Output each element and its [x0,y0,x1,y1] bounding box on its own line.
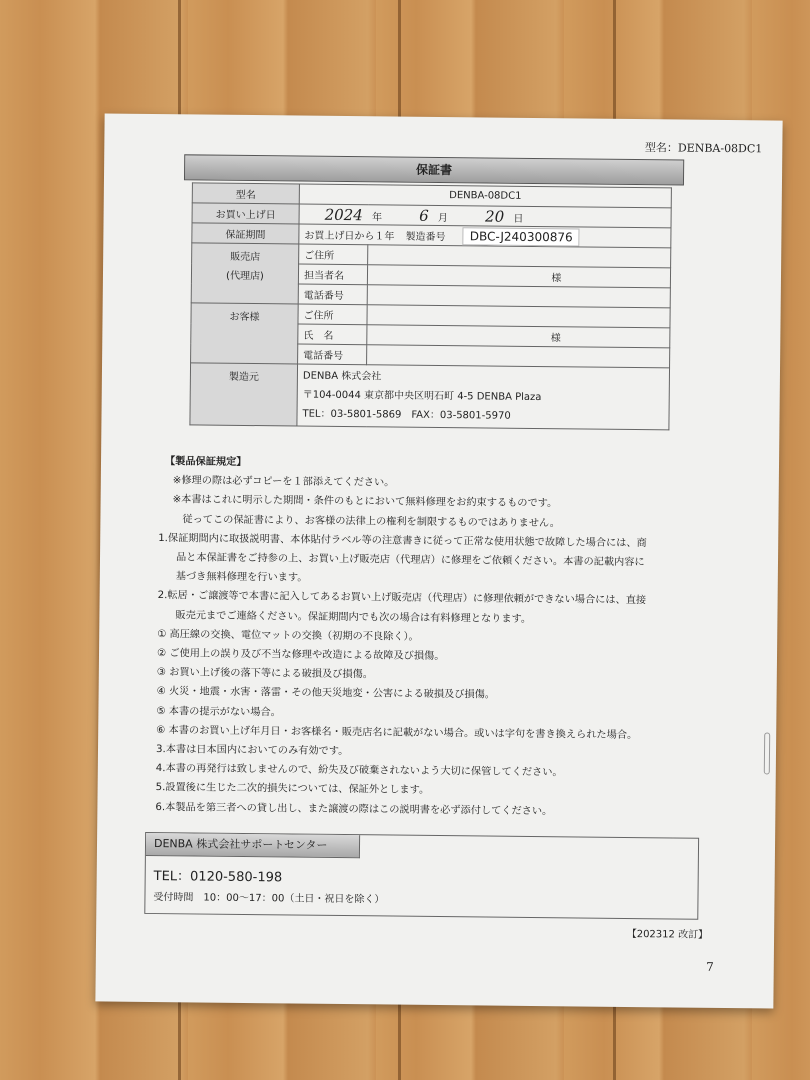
warranty-period-value: お買上げ日から１年 [304,230,395,243]
revision-note: 【202312 改訂】 [626,928,709,941]
customer-sama: 様 [550,333,561,345]
purchase-day: 20 [485,206,505,226]
dealer-phone-label: 電話番号 [298,284,367,305]
rule-line: 5.設置後に生じた二次的損失については、保証外とします。 [155,782,430,797]
rules-list [155,471,759,823]
support-title: DENBA 株式会社サポートセンター [146,833,360,858]
model-header: 型名：DENBA-08DC1 [644,141,763,156]
serial-label: 製造番号 [405,231,446,243]
rule-line: ※修理の際は必ずコピーを１部添えてください。 [172,475,395,489]
rule-line: 6.本製品を第三者への貸し出し、また譲渡の際はこの説明書を必ず添付してください。 [155,801,553,817]
manufacturer-name: DENBA 株式会社 [302,370,382,383]
paper-clip-icon [764,732,770,774]
support-hours: 受付時間 10：00～17：00（土日・祝日を除く） [153,892,385,906]
rule-line: ③ お買い上げ後の落下等による破損及び損傷。 [156,667,373,681]
rule-line: 品と本保証書をご持参の上、お買い上げ販売店（代理店）に修理をご依頼ください。本書の記載内容に [175,552,645,569]
warranty-rules [155,452,759,823]
purchase-year: 2024 [324,205,363,224]
dealer-address-label: ご住所 [299,244,368,265]
page-number: 7 [706,959,714,974]
rule-line: ② ご使用上の誤り及び不当な修理や改造による故障及び損傷。 [156,648,445,663]
rule-line: 従ってこの保証書により、お客様の法律上の権利を制限するものではありません。 [182,513,561,529]
support-center-box [144,832,699,920]
dealer-subtitle: (代理店) [226,270,264,283]
customer-phone-label: 電話番号 [298,344,367,365]
manufacturer-label: 製造元 [190,363,298,426]
rule-line: 2.転居・ご譲渡等で本書に記入してあるお買い上げ販売店（代理店）に修理依頼ができない場合には、直接 [157,590,647,607]
rule-line: 1.保証期間内に取扱説明書、本体貼付ラベル等の注意書きに従って正常な使用状態で故障した場合には、商 [158,532,647,549]
rule-line: ※本書はこれに明示した期間・条件のもとにおいて無料修理をお約束するものです。 [172,494,558,510]
customer-name-label: 氏 名 [298,324,367,345]
month-unit: 月 [437,212,448,224]
model-label: 型名 [192,183,299,204]
manufacturer-tel-fax: TEL：03-5801-5869 FAX：03-5801-5970 [302,408,511,422]
rule-line: 基づき無料修理を行います。 [175,571,308,584]
dealer-label [191,243,299,304]
manufacturer-info [297,364,670,430]
rule-line: ⑥ 本書のお買い上げ年月日・お客様名・販売店名に記載がない場合。或いは字句を書き換えられた場合。 [156,724,638,741]
contact-sama: 様 [551,273,562,285]
rule-line: 販売元までご連絡ください。保証期間内でも次の場合は有料修理となります。 [175,609,532,625]
rules-title: 【製品保証規定】 [164,456,247,468]
manufacturer-address: 〒104-0044 東京都中央区明石町 4-5 DENBA Plaza [302,389,542,404]
warranty-period-label: 保証期間 [192,223,299,244]
purchase-date-label: お買い上げ日 [192,203,299,224]
purchase-month: 6 [419,206,429,225]
model-value: DENBA-08DC1 [299,184,671,208]
dealer-title: 販売店 [230,251,261,264]
rule-line: ④ 火災・地震・水害・落雷・その他天災地変・公害による破損及び損傷。 [156,686,496,702]
support-tel: TEL：0120-580-198 [153,869,283,886]
rule-line: 3.本書は日本国内においてのみ有効です。 [155,744,349,758]
customer-label: お客様 [191,303,299,364]
rule-line: ⑤ 本書の提示がない場合。 [156,705,281,718]
contact-person-label: 担当者名 [298,264,367,285]
customer-address-label: ご住所 [298,304,367,325]
day-unit: 日 [513,213,524,225]
year-unit: 年 [371,211,383,223]
warranty-document [95,113,782,1008]
warranty-form [189,182,672,430]
rule-line: ① 高圧線の交換、電位マットの交換（初期の不良除く）。 [157,628,419,643]
rule-line: 4.本書の再発行は致しませんので、紛失及び破棄されないよう大切に保管してください。 [155,763,563,779]
document-title: 保証書 [184,154,684,185]
serial-value: DBC-J240300876 [463,227,580,246]
